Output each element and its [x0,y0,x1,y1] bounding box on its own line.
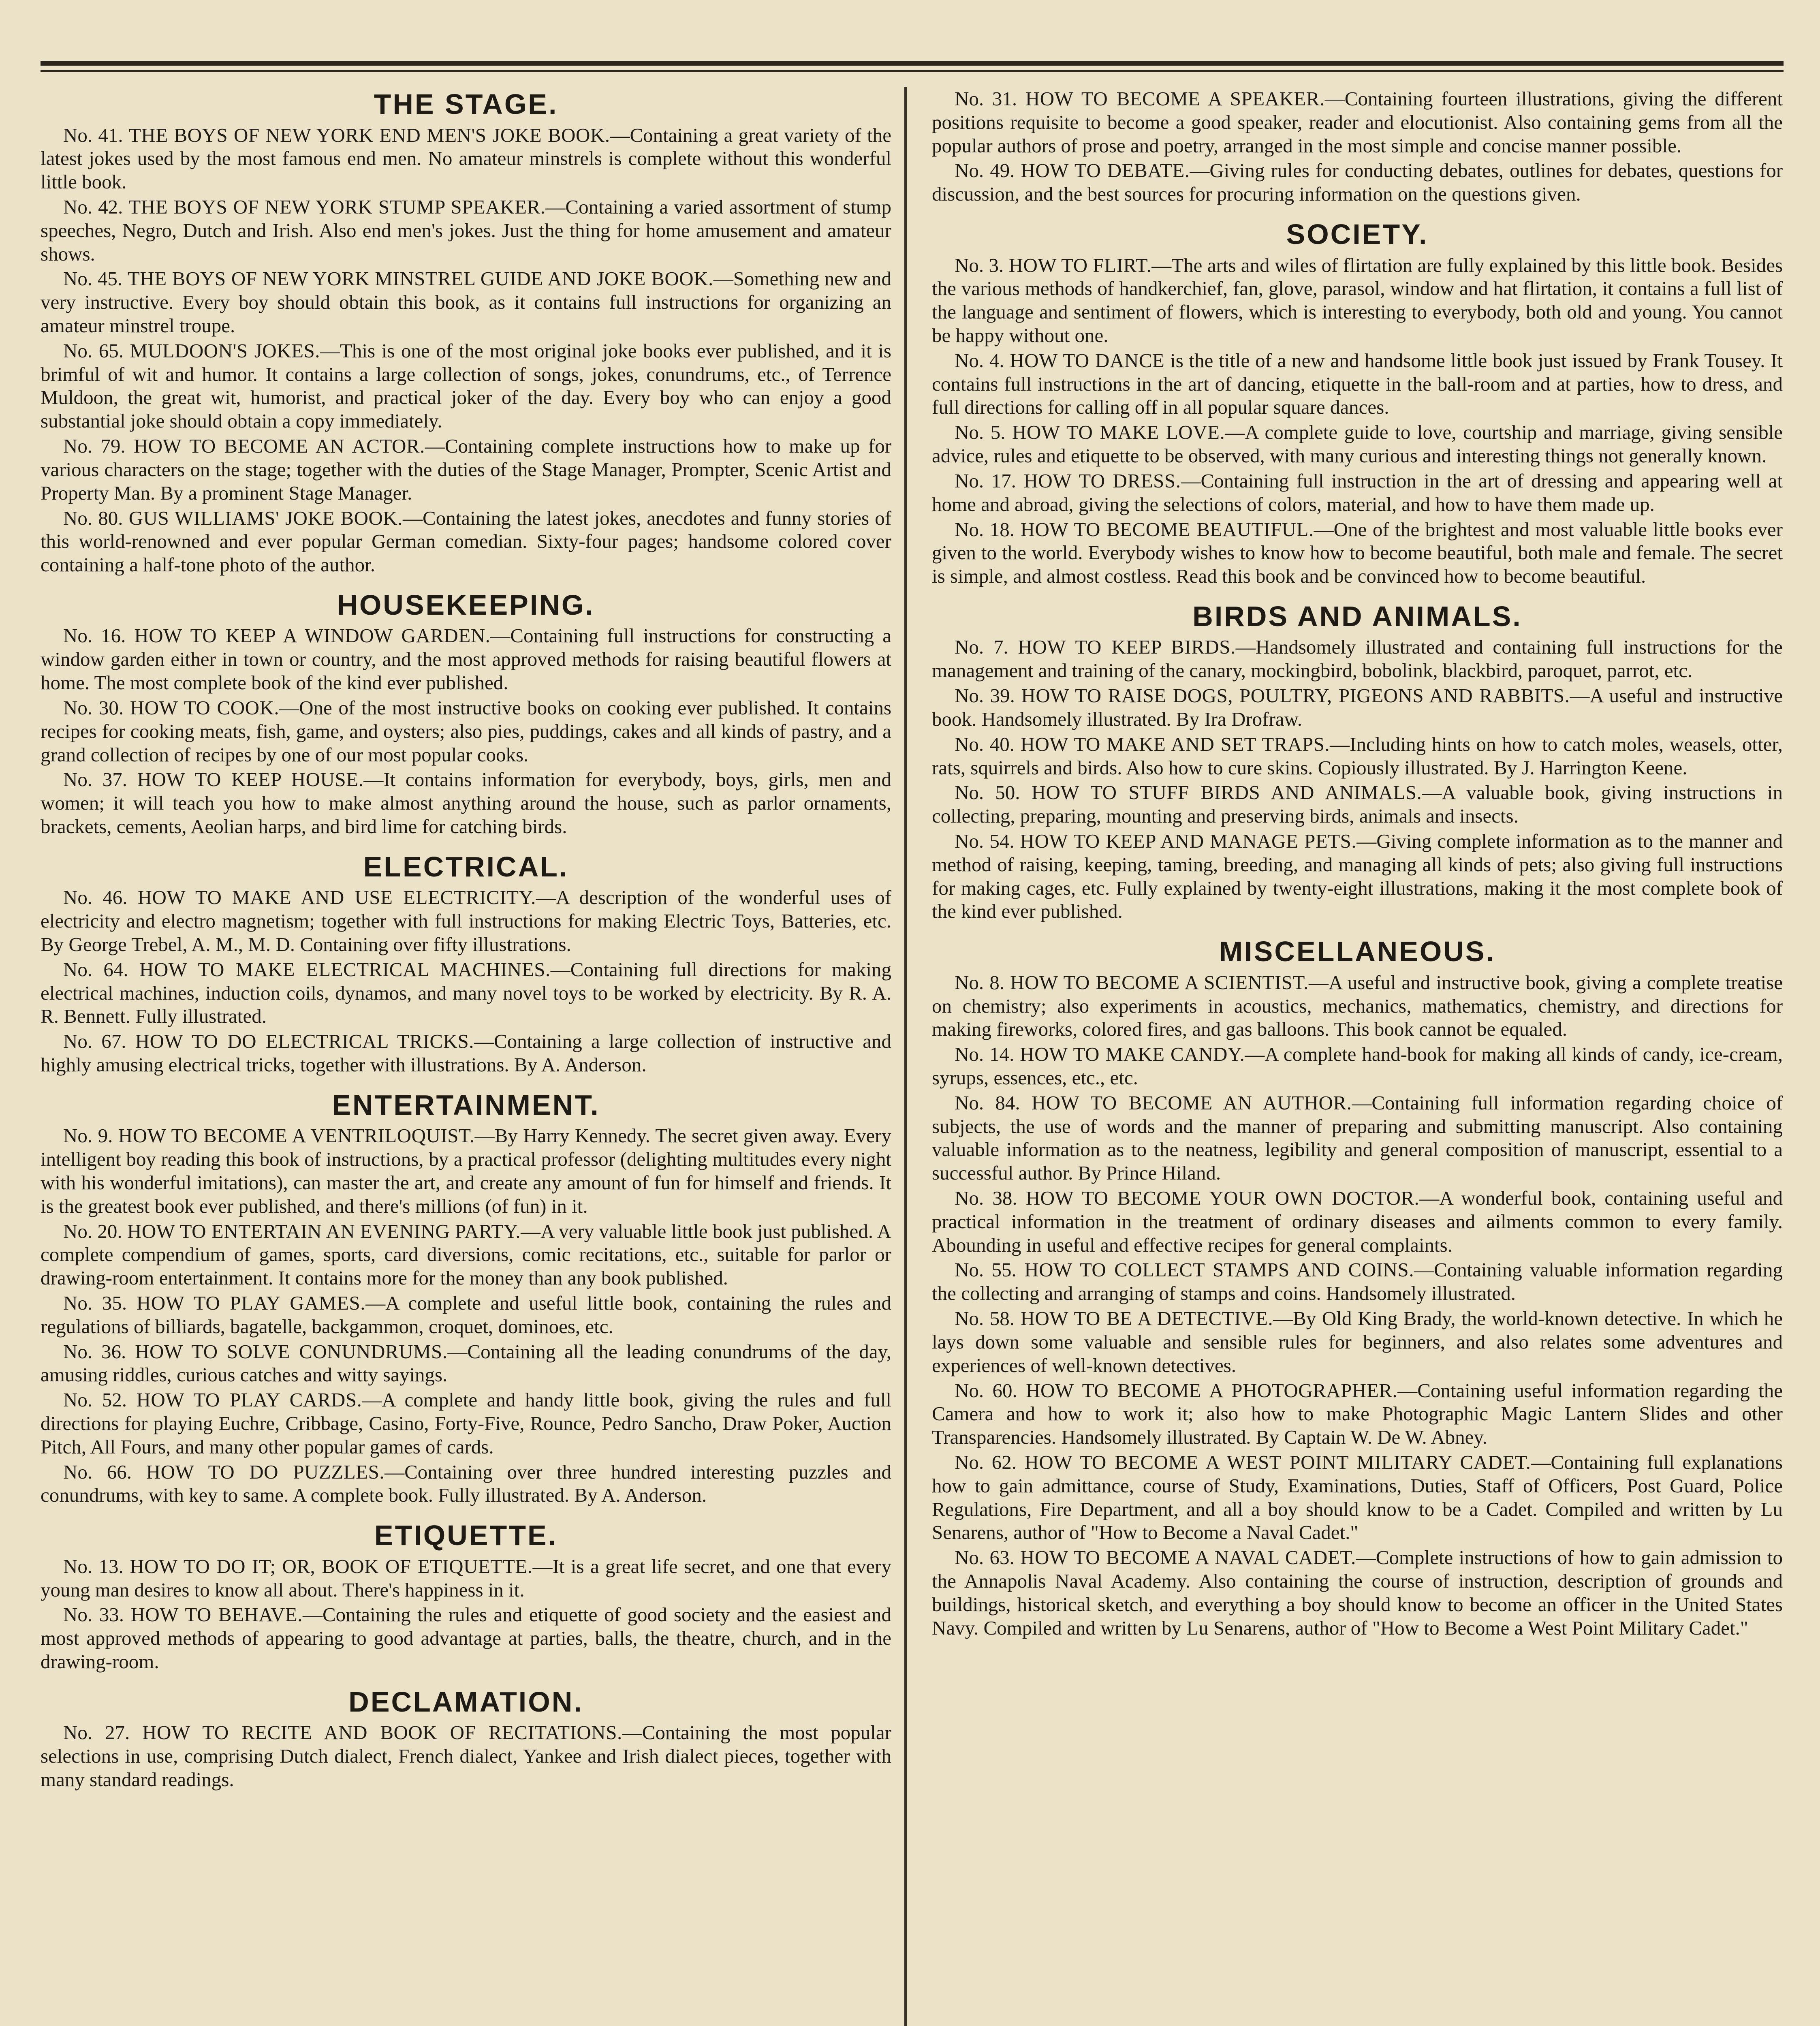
book-number: No. 54. [955,829,1015,852]
book-entry [932,635,1783,682]
book-entry [41,624,891,694]
book-description: —Giving complete information as to the manner and method of raising, keeping, taming, breeding, and managing all kinds of pets; also giving full instructions for making cages, etc. Fully explained by twenty-eight illustrations, making it the most complete book of the kind ever published. [932,829,1783,923]
book-title: HOW TO RECITE AND BOOK OF RECITATIONS. [142,1721,622,1744]
book-title: HOW TO BEHAVE. [130,1603,303,1626]
book-title: HOW TO MAKE AND SET TRAPS. [1020,733,1330,755]
book-title: HOW TO MAKE ELECTRICAL MACHINES. [139,958,551,981]
book-number: No. 18. [955,518,1015,541]
book-description: —A valuable book, giving instructions in collecting, preparing, mounting and preserving birds, animals and insects. [932,781,1783,827]
book-description: —A very valuable little book just published. A complete compendium of games, sports, card diversions, comic recitations, etc., suitable for parlor or drawing-room entertainment. It contains more for the money than any book published. [41,1220,891,1289]
book-entry [932,1258,1783,1305]
book-description: —One of the most instructive books on cooking ever published. It contains recipes for cooking meats, fish, game, and oysters; also pies, puddings, cakes and all kinds of pastry, and a grand collection of recipes by one of our most popular cooks. [41,696,891,766]
book-entry [41,124,891,194]
section-title: MISCELLANEOUS. [1219,936,1496,968]
book-description: —Handsomely illustrated and containing full instructions for the management and training of the canary, mockingbird, bobolink, blackbird, paroquet, parrot, etc. [932,636,1783,682]
book-number: No. 45. [63,267,123,290]
book-number: No. 46. [63,886,128,909]
book-title: HOW TO KEEP HOUSE. [137,768,364,791]
book-description: —A useful and instructive book. Handsomely illustrated. By Ira Drofraw. [932,684,1783,730]
book-entry [932,1186,1783,1257]
section-title: ELECTRICAL. [363,851,569,883]
left-column [41,87,891,2026]
section-title: HOUSEKEEPING. [337,589,595,621]
book-description: is the title of a new and handsome little book just issued by Frank Tousey. It contains full instructions in the art of dancing, etiquette in the ball-room and at parties, how to dress, and full directions for calling off in all popular square dances. [932,349,1783,419]
book-title: HOW TO DEBATE. [1021,159,1190,182]
book-number: No. 17. [955,469,1016,492]
book-title: HOW TO DANCE [1010,349,1165,372]
book-title: HOW TO BECOME A SPEAKER. [1025,88,1325,110]
book-number: No. 50. [955,781,1020,804]
book-description: —A description of the wonderful uses of electricity and electro magnetism; together with full instructions for making Electric Toys, Batteries, etc. By George Trebel, A. M., M. D. Containing over fifty illustrations. [41,886,891,955]
book-number: No. 66. [63,1460,132,1483]
book-entry [932,1043,1783,1090]
book-description: —Containing over three hundred interesting puzzles and conundrums, with key to same. A complete book. Fully illustrated. By A. Anderson. [41,1460,891,1507]
section-title: ENTERTAINMENT. [332,1089,600,1121]
book-number: No. 64. [63,958,128,981]
book-description: —It contains information for everybody, boys, girls, men and women; it will teach you how to make almost anything around the house, such as parlor ornaments, brackets, cements, Aeolian harps, and bird lime for catching birds. [41,768,891,838]
book-number: No. 38. [955,1187,1017,1209]
book-title: THE BOYS OF NEW YORK STUMP SPEAKER. [128,195,546,218]
book-number: No. 62. [955,1451,1017,1473]
book-description: —Containing complete instructions how to make up for various characters on the stage; together with the duties of the Stage Manager, Prompter, Scenic Artist and Property Man. By a prominent Stage Manager. [41,435,891,504]
book-entry [932,349,1783,419]
book-title: HOW TO BECOME AN AUTHOR. [1031,1091,1352,1114]
section [932,87,1783,206]
book-entry [932,1307,1783,1377]
book-title: HOW TO KEEP A WINDOW GARDEN. [134,624,491,647]
book-title: HOW TO BE A DETECTIVE. [1020,1307,1273,1330]
book-number: No. 8. [955,971,1004,994]
book-entry [41,339,891,433]
book-number: No. 5. [955,421,1006,444]
book-title: HOW TO COLLECT STAMPS AND COINS. [1024,1259,1414,1281]
book-description: —Containing fourteen illustrations, giving the different positions requisite to become a good speaker, reader and elocutionist. Also containing gems from all the popular authors of prose and poetry, arranged in the most simple and concise manner possible. [932,88,1783,157]
book-entry [932,518,1783,588]
book-entry [932,781,1783,828]
book-description: —Containing all the leading conundrums of the day, amusing riddles, curious catches and witty sayings. [41,1340,891,1386]
book-description: —Containing useful information regarding the Camera and how to work it; also how to make Photographic Magic Lantern Slides and other Transparencies. Handsomely illustrated. By Captain W. De W. Abney. [932,1379,1783,1449]
book-entry [41,696,891,766]
book-title: HOW TO BECOME AN ACTOR. [133,435,425,457]
book-number: No. 60. [955,1379,1017,1402]
book-number: No. 40. [955,733,1015,755]
book-title: HOW TO MAKE AND USE ELECTRICITY. [137,886,536,909]
book-description: —Complete instructions of how to gain admission to the Annapolis Naval Academy. Also containing the course of instruction, description of grounds and buildings, historical sketch, and everything a boy should know to become an officer in the United States Navy. Compiled and written by Lu Senarens, author of "How to Become a West Point Military Cadet." [932,1546,1783,1639]
book-number: No. 79. [63,435,126,457]
book-number: No. 37. [63,768,127,791]
book-title: HOW TO DO IT; OR, BOOK OF ETIQUETTE. [130,1555,533,1577]
book-entry [932,254,1783,347]
book-number: No. 65. [63,339,124,362]
section [932,220,1783,588]
book-title: MULDOON'S JOKES. [130,339,320,362]
section [41,1687,891,1791]
section-title: SOCIETY. [1286,218,1429,250]
page-columns [41,87,1783,2026]
book-title: HOW TO SOLVE CONUNDRUMS. [135,1340,448,1363]
section [41,1521,891,1673]
book-description: —A complete and handy little book, giving the rules and full directions for playing Euchre, Cribbage, Casino, Forty-Five, Rounce, Pedro Sancho, Draw Poker, Auction Pitch, All Fours, and many other popular games of cards. [41,1389,891,1458]
book-number: No. 41. [63,124,123,146]
book-entry [41,1124,891,1218]
book-number: No. 4. [955,349,1004,372]
section-title: BIRDS AND ANIMALS. [1192,600,1522,632]
book-number: No. 7. [955,636,1008,658]
book-title: HOW TO BECOME A VENTRILOQUIST. [118,1124,475,1147]
book-description: —By Old King Brady, the world-known detective. In which he lays down some valuable and sensible rules for beginners, and also relates some adventures and experiences of well-known detectives. [932,1307,1783,1376]
book-entry [41,1220,891,1290]
book-title: HOW TO KEEP BIRDS. [1018,636,1236,658]
book-description: —A useful and instructive book, giving a complete treatise on chemistry; also experiments in acoustics, mechanics, mathematics, chemistry, and directions for making fireworks, colored fires, and gas balloons. This book cannot be equaled. [932,971,1783,1041]
book-title: HOW TO PLAY GAMES. [136,1291,366,1314]
book-description: —Something new and very instructive. Every boy should obtain this book, as it contains full instructions for organizing an amateur minstrel troupe. [41,267,891,337]
book-description: —Containing a great variety of the latest jokes used by the most famous end men. No amateur minstrels is complete without this wonderful little book. [41,124,891,193]
book-number: No. 30. [63,696,124,719]
book-title: HOW TO KEEP AND MANAGE PETS. [1020,829,1357,852]
section [41,852,891,1077]
book-number: No. 27. [63,1721,130,1744]
book-entry [41,195,891,265]
book-description: —Containing the most popular selections in use, comprising Dutch dialect, French dialect, Yankee and Irish dialect pieces, together with many standard readings. [41,1721,891,1791]
book-title: HOW TO BECOME BEAUTIFUL. [1020,518,1314,541]
book-number: No. 67. [63,1030,126,1053]
book-entry [932,971,1783,1041]
book-description: —Containing the latest jokes, anecdotes and funny stories of this world-renowned and ever popular German comedian. Sixty-four pages; handsome colored cover containing a half-tone photo of the author. [41,506,891,576]
book-description: —A complete guide to love, courtship and marriage, giving sensible advice, rules and etiquette to be observed, with many curious and interesting things not generally known. [932,421,1783,467]
top-rule [41,61,1784,66]
book-number: No. 33. [63,1603,124,1626]
book-entry [932,1546,1783,1639]
book-description: —One of the brightest and most valuable little books ever given to the world. Everybody wishes to know how to become beautiful, both male and female. The secret is simple, and almost costless. Read this book and be convinced how to become beautiful. [932,518,1783,588]
book-entry [41,1030,891,1077]
book-number: No. 42. [63,195,123,218]
book-title: HOW TO PLAY CARDS. [136,1389,362,1411]
book-entry [41,506,891,577]
book-title: HOW TO BECOME YOUR OWN DOCTOR. [1025,1187,1420,1209]
book-description: —Containing a varied assortment of stump speeches, Negro, Dutch and Irish. Also end men's jokes. Just the thing for home amusement and amateur shows. [41,195,891,265]
book-entry [932,421,1783,468]
book-number: No. 20. [63,1220,122,1242]
book-description: —Including hints on how to catch moles, weasels, otter, rats, squirrels and birds. Also how to cure skins. Copiously illustrated. By J. Harrington Keene. [932,733,1783,779]
book-title: HOW TO DRESS. [1023,469,1181,492]
book-entry [932,87,1783,157]
book-number: No. 55. [955,1259,1017,1281]
book-description: —Containing full instruction in the art of dressing and appearing well at home and abroad, giving the selections of colors, material, and how to have them made up. [932,469,1783,515]
book-description: —Containing full explanations how to gain admittance, course of Study, Examinations, Duties, Staff of Officers, Post Guard, Police Regulations, Fire Department, and all a boy should know to be a Cadet. Compiled and written by Lu Senarens, author of "How to Become a Naval Cadet." [932,1451,1783,1544]
book-number: No. 63. [955,1546,1015,1569]
book-entry [41,1388,891,1458]
book-entry [932,159,1783,206]
section-title: THE STAGE. [374,88,558,120]
book-number: No. 84. [955,1091,1020,1114]
top-rule-thin [41,70,1784,72]
book-entry [932,1379,1783,1449]
book-entry [41,1460,891,1507]
book-title: GUS WILLIAMS' JOKE BOOK. [128,506,403,529]
book-entry [41,1340,891,1387]
book-description: —Containing valuable information regarding the collecting and arranging of stamps and coins. Handsomely illustrated. [932,1259,1783,1305]
book-entry [41,267,891,337]
book-entry [41,434,891,504]
book-description: —Containing full directions for making electrical machines, induction coils, dynamos, and many novel toys to be worked by electricity. By R. A. R. Bennett. Fully illustrated. [41,958,891,1028]
book-title: HOW TO ENTERTAIN AN EVENING PARTY. [127,1220,521,1242]
section-title: DECLAMATION. [348,1686,583,1718]
book-entry [932,469,1783,516]
book-number: No. 58. [955,1307,1015,1330]
book-description: —Containing full instructions for constructing a window garden either in town or country, and the most approved methods for raising beautiful flowers at home. The most complete book of the kind ever published. [41,624,891,694]
right-column [932,87,1783,2026]
book-entry [41,886,891,956]
book-number: No. 9. [63,1124,113,1147]
book-description: —Containing the rules and etiquette of good society and the easiest and most approved methods of appearing to good advantage at parties, balls, the theatre, church, and in the drawing-room. [41,1603,891,1673]
section [41,90,891,577]
book-title: HOW TO MAKE LOVE. [1012,421,1225,444]
book-description: —The arts and wiles of flirtation are fully explained by this little book. Besides the various methods of handkerchief, fan, glove, parasol, window and hat flirtation, it contains a full list of the language and sentiment of flowers, which is interesting to everybody, both old and young. You cannot be happy without one. [932,254,1783,346]
book-title: HOW TO BECOME A WEST POINT MILITARY CADET. [1024,1451,1531,1473]
book-description: —Containing a large collection of instructive and highly amusing electrical tricks, together with illustrations. By A. Anderson. [41,1030,891,1076]
book-title: HOW TO DO ELECTRICAL TRICKS. [135,1030,474,1053]
book-description: —A complete hand-book for making all kinds of candy, ice-cream, syrups, essences, etc., etc. [932,1043,1783,1089]
book-title: HOW TO STUFF BIRDS AND ANIMALS. [1031,781,1422,804]
book-title: HOW TO DO PUZZLES. [146,1460,385,1483]
book-number: No. 31. [955,88,1017,110]
book-entry [41,1555,891,1602]
book-entry [41,958,891,1028]
book-number: No. 49. [955,159,1015,182]
book-description: —It is a great life secret, and one that every young man desires to know all about. There's happiness in it. [41,1555,891,1601]
book-title: THE BOYS OF NEW YORK MINSTREL GUIDE AND JOKE BOOK. [127,267,713,290]
column-divider [904,87,907,2026]
book-description: —Giving rules for conducting debates, outlines for debates, questions for discussion, and the best sources for procuring information on the questions given. [932,159,1783,205]
section [932,602,1783,923]
book-title: HOW TO FLIRT. [1008,254,1152,276]
book-description: —A complete and useful little book, containing the rules and regulations of billiards, bagatelle, backgammon, croquet, dominoes, etc. [41,1291,891,1338]
book-title: HOW TO RAISE DOGS, POULTRY, PIGEONS AND RABBITS. [1021,684,1570,707]
book-number: No. 13. [63,1555,124,1577]
book-entry [41,1291,891,1338]
book-number: No. 80. [63,506,123,529]
book-entry [932,1451,1783,1544]
book-entry [932,733,1783,780]
book-description: —By Harry Kennedy. The secret given away. Every intelligent boy reading this book of instructions, by a practical professor (delighting multitudes every night with his wonderful imitations), can master the art, and create any amount of fun for himself and friends. It is the greatest book ever published, and there's millions (of fun) in it. [41,1124,891,1217]
book-number: No. 35. [63,1291,127,1314]
book-number: No. 36. [63,1340,126,1363]
book-number: No. 52. [63,1389,127,1411]
book-entry [41,1721,891,1791]
book-description: —A wonderful book, containing useful and practical information in the treatment of ordinary diseases and ailments common to every family. Abounding in useful and effective recipes for general complaints. [932,1187,1783,1256]
book-description: —Containing full information regarding choice of subjects, the use of words and the manner of preparing and submitting manuscript. Also containing valuable information as to the neatness, legibility and general composition of manuscript, essential to a successful author. By Prince Hiland. [932,1091,1783,1184]
book-title: HOW TO COOK. [130,696,280,719]
book-number: No. 16. [63,624,126,647]
book-description: —This is one of the most original joke books ever published, and it is brimful of wit and humor. It contains a large collection of songs, jokes, conundrums, etc., of Terrence Muldoon, the great wit, humorist, and practical joker of the day. Every boy who can enjoy a good substantial joke should obtain a copy immediately. [41,339,891,432]
book-entry [932,684,1783,731]
book-entry [41,1603,891,1673]
book-number: No. 3. [955,254,1004,276]
book-title: HOW TO BECOME A NAVAL CADET. [1020,1546,1356,1569]
book-number: No. 39. [955,684,1015,707]
book-title: THE BOYS OF NEW YORK END MEN'S JOKE BOOK. [128,124,610,146]
section [932,937,1783,1639]
book-title: HOW TO MAKE CANDY. [1020,1043,1245,1066]
book-entry [932,829,1783,923]
book-entry [932,1091,1783,1185]
book-title: HOW TO BECOME A SCIENTIST. [1010,971,1309,994]
book-number: No. 14. [955,1043,1015,1066]
book-entry [41,768,891,838]
section-title: ETIQUETTE. [374,1520,558,1552]
book-title: HOW TO BECOME A PHOTOGRAPHER. [1026,1379,1398,1402]
section [41,1090,891,1507]
section [41,590,891,838]
